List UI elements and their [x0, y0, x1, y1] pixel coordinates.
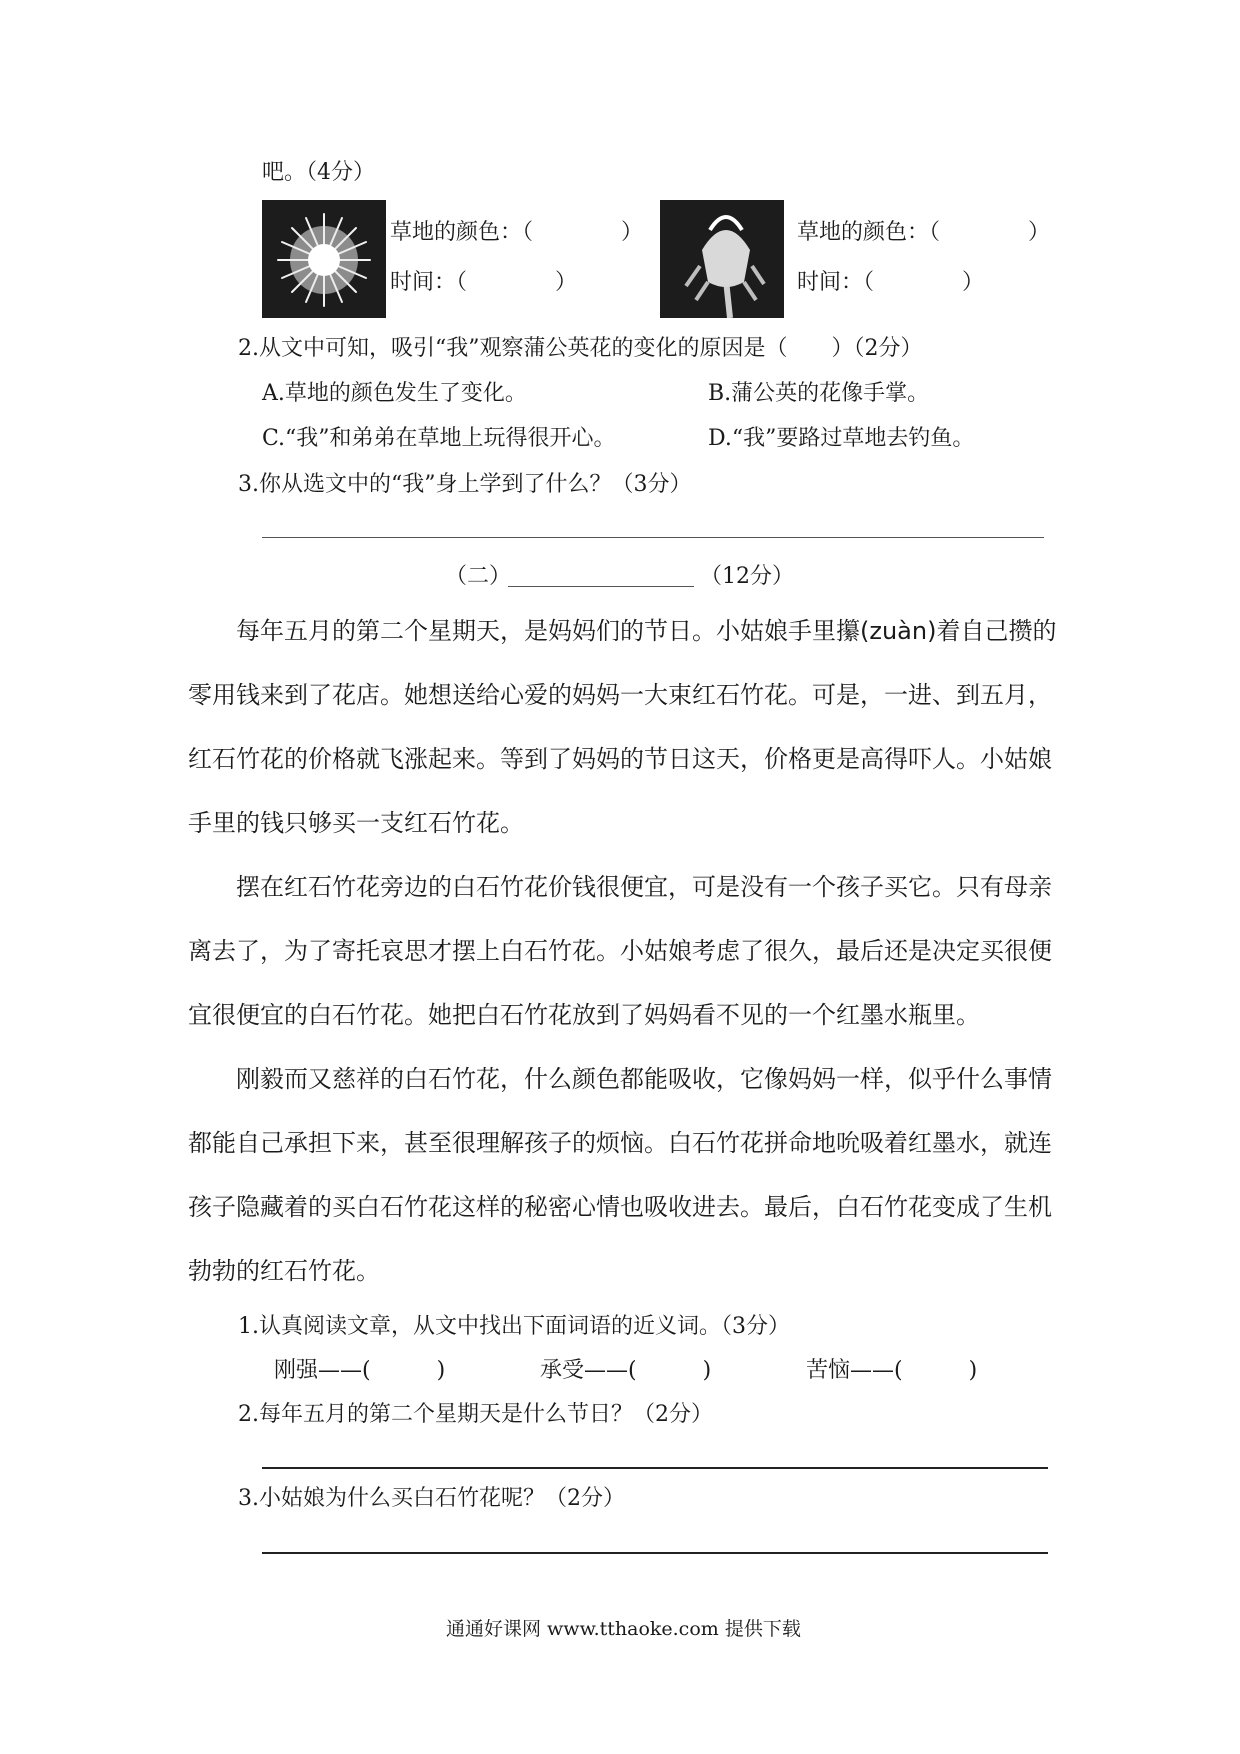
question-2-prompt: 2.从文中可知，吸引“我”观察蒲公英花的变化的原因是（ ）（2分）: [238, 336, 923, 361]
option-d[interactable]: D.“我”要路过草地去钓鱼。: [708, 426, 975, 451]
question-3-prompt: 3.你从选文中的“我”身上学到了什么？（3分）: [238, 472, 692, 497]
synonym-field-3[interactable]: 苦恼——( ): [806, 1358, 978, 1383]
synonym-field-1[interactable]: 刚强——( ): [274, 1358, 446, 1383]
dandelion-flower-closed-icon: [660, 200, 784, 318]
section-2-number: （二）: [445, 564, 512, 589]
passage: [188, 599, 1058, 1303]
grass-color-field-2[interactable]: 草地的颜色：（ ）: [797, 220, 1051, 245]
grass-color-field-1[interactable]: 草地的颜色：（ ）: [390, 220, 644, 245]
answer-line-q3[interactable]: [262, 537, 1044, 538]
time-field-1[interactable]: 时间：（ ）: [390, 270, 578, 295]
time-field-2[interactable]: 时间：（ ）: [797, 270, 985, 295]
answer-line-s2q3[interactable]: [262, 1552, 1048, 1554]
section-2-title-blank[interactable]: [508, 586, 694, 587]
synonym-field-2[interactable]: 承受——( ): [540, 1358, 712, 1383]
top-continuation: 吧。（4分）: [262, 160, 375, 185]
dandelion-flower-open-icon: [262, 200, 386, 318]
passage-paragraph-2: 摆在红石竹花旁边的白石竹花价钱很便宜，可是没有一个孩子买它。只有母亲离去了，为了寄托哀思才摆上白石竹花。小姑娘考虑了很久，最后还是决定买很便宜很便宜的白石竹花。她把白石竹花放到了妈妈看不见的一个红墨水瓶里。: [188, 873, 1052, 1029]
section-2-score: （12分）: [700, 564, 794, 589]
footer-credit: 通通好课网 www.tthaoke.com 提供下载: [446, 1618, 801, 1640]
passage-paragraph-1: 每年五月的第二个星期天，是妈妈们的节日。小姑娘手里攥(zuàn)着自己攒的零用钱来到了花店。她想送给心爱的妈妈一大束红石竹花。可是，一进、到五月，红石竹花的价格就飞涨起来。等到了妈妈的节日这天，价格更是高得吓人。小姑娘手里的钱只够买一支红石竹花。: [188, 617, 1057, 837]
s2-question-2-prompt: 2.每年五月的第二个星期天是什么节日？（2分）: [238, 1402, 713, 1427]
s2-question-1-prompt: 1.认真阅读文章，从文中找出下面词语的近义词。（3分）: [238, 1314, 790, 1339]
s2-question-3-prompt: 3.小姑娘为什么买白石竹花呢？（2分）: [238, 1486, 625, 1511]
option-a[interactable]: A.草地的颜色发生了变化。: [262, 381, 527, 406]
passage-paragraph-3: 刚毅而又慈祥的白石竹花，什么颜色都能吸收，它像妈妈一样，似乎什么事情都能自己承担下来，甚至很理解孩子的烦恼。白石竹花拼命地吮吸着红墨水，就连孩子隐藏着的买白石竹花这样的秘密心情也吸收进去。最后，白石竹花变成了生机勃勃的红石竹花。: [188, 1065, 1052, 1285]
option-c[interactable]: C.“我”和弟弟在草地上玩得很开心。: [262, 426, 616, 451]
answer-line-s2q2[interactable]: [262, 1467, 1048, 1469]
option-b[interactable]: B.蒲公英的花像手掌。: [708, 381, 930, 406]
